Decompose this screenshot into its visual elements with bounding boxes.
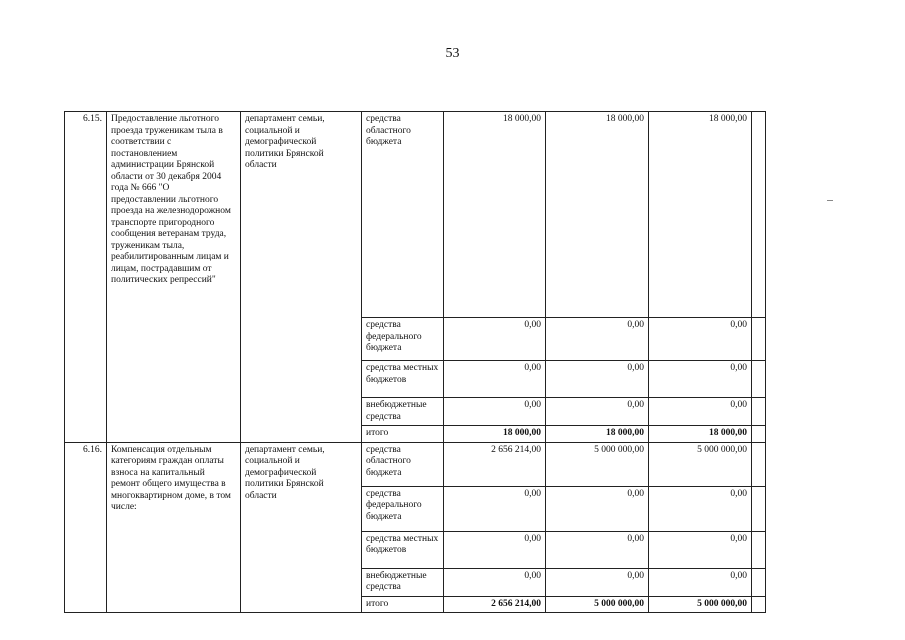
item-code: 6.16. xyxy=(65,442,107,613)
value-cell: 0,00 xyxy=(546,486,649,531)
value-cell: 0,00 xyxy=(546,318,649,361)
value-cell: 0,00 xyxy=(649,398,752,426)
value-cell: 0,00 xyxy=(649,361,752,398)
measure-description: Предоставление льготного проезда труженикам тыла в соответствии с постановлением администрации Брянской области от 30 декабря 2004 года № 666 "О предоставлении льготного проезда на железнодорожном транспорте пригородного сообщения ветеранам труда, труженикам тыла, реабилитированным лицам и лицам, пострадавшим от политических репрессий" xyxy=(107,112,241,443)
source-label: средства федерального бюджета xyxy=(362,486,444,531)
value-cell: 0,00 xyxy=(546,568,649,596)
item-code: 6.15. xyxy=(65,112,107,443)
empty-cell xyxy=(752,486,766,531)
value-cell: 2 656 214,00 xyxy=(444,442,546,486)
source-label: средства местных бюджетов xyxy=(362,531,444,568)
empty-cell xyxy=(752,596,766,613)
measure-description: Компенсация отдельным категориям граждан оплаты взноса на капитальный ремонт общего имущества в многоквартирном доме, в том числе: xyxy=(107,442,241,613)
source-label-total: итого xyxy=(362,426,444,443)
value-cell: 18 000,00 xyxy=(546,112,649,318)
value-cell: 18 000,00 xyxy=(444,112,546,318)
source-label-total: итого xyxy=(362,596,444,613)
value-cell: 0,00 xyxy=(444,486,546,531)
empty-cell xyxy=(752,112,766,318)
value-cell: 0,00 xyxy=(546,531,649,568)
value-cell: 0,00 xyxy=(546,361,649,398)
budget-table xyxy=(64,111,766,613)
executor: департамент семьи, социальной и демографической политики Брянской области xyxy=(241,442,362,613)
value-cell: 0,00 xyxy=(649,318,752,361)
empty-cell xyxy=(752,398,766,426)
source-label: средства федерального бюджета xyxy=(362,318,444,361)
value-cell: 5 000 000,00 xyxy=(649,442,752,486)
empty-cell xyxy=(752,442,766,486)
source-label: средства местных бюджетов xyxy=(362,361,444,398)
total-value-cell: 18 000,00 xyxy=(444,426,546,443)
value-cell: 0,00 xyxy=(649,568,752,596)
value-cell: 0,00 xyxy=(649,486,752,531)
empty-cell xyxy=(752,318,766,361)
executor: департамент семьи, социальной и демографической политики Брянской области xyxy=(241,112,362,443)
page-number: 53 xyxy=(445,46,460,61)
empty-cell xyxy=(752,531,766,568)
table-row xyxy=(65,112,766,318)
total-value-cell: 18 000,00 xyxy=(546,426,649,443)
value-cell: 0,00 xyxy=(444,398,546,426)
empty-cell xyxy=(752,361,766,398)
value-cell: 0,00 xyxy=(444,361,546,398)
value-cell: 0,00 xyxy=(444,568,546,596)
value-cell: 0,00 xyxy=(444,531,546,568)
value-cell: 5 000 000,00 xyxy=(546,442,649,486)
total-value-cell: 2 656 214,00 xyxy=(444,596,546,613)
value-cell: 0,00 xyxy=(649,531,752,568)
value-cell: 18 000,00 xyxy=(649,112,752,318)
value-cell: 0,00 xyxy=(444,318,546,361)
source-label: средства областного бюджета xyxy=(362,112,444,318)
total-value-cell: 5 000 000,00 xyxy=(546,596,649,613)
empty-cell xyxy=(752,426,766,443)
total-value-cell: 18 000,00 xyxy=(649,426,752,443)
empty-cell xyxy=(752,568,766,596)
scan-artifact xyxy=(827,200,833,201)
total-value-cell: 5 000 000,00 xyxy=(649,596,752,613)
value-cell: 0,00 xyxy=(546,398,649,426)
source-label: средства областного бюджета xyxy=(362,442,444,486)
source-label: внебюджетные средства xyxy=(362,568,444,596)
source-label: внебюджетные средства xyxy=(362,398,444,426)
table-row xyxy=(65,442,766,486)
